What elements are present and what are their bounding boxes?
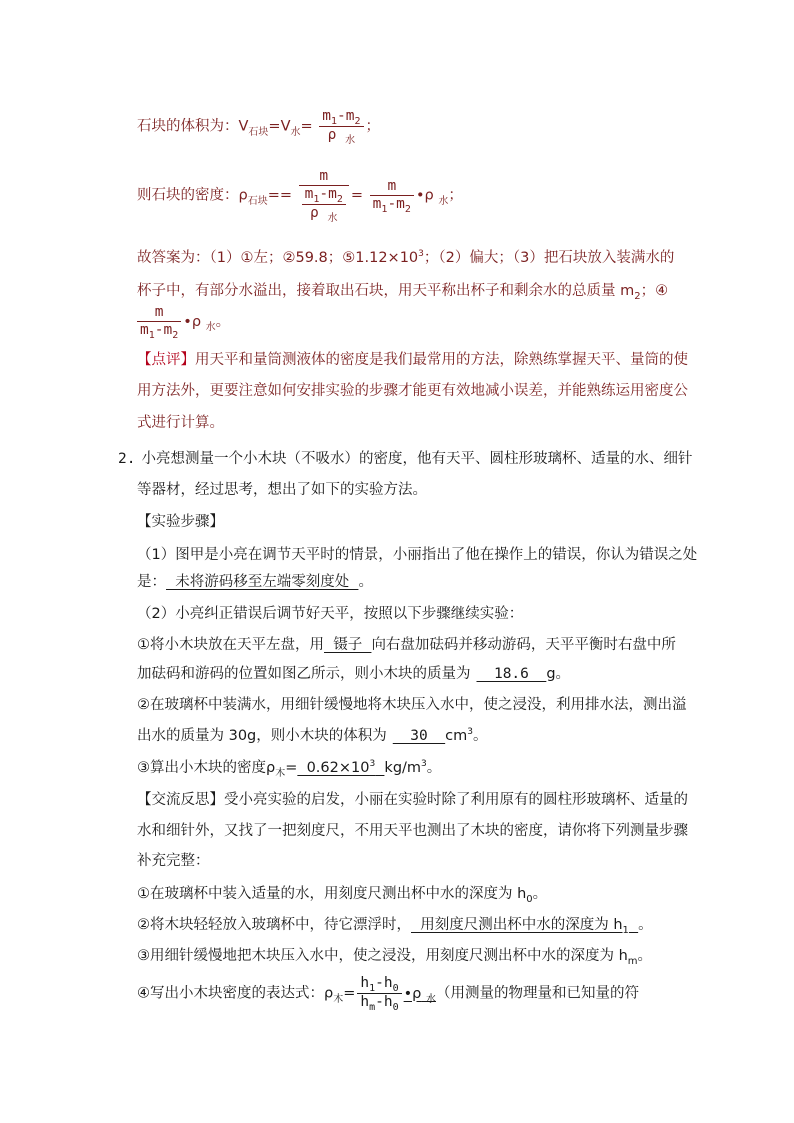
stone-density-formula: 则石块的密度：$\rho_{石块}==$ $\frac{m}{\frac{m_1-m_2}{\rho _水}}$ = $\frac{m}{m_1-m_2}$ •ρ $_水$； — [137, 168, 463, 224]
stone-volume-formula: 石块的体积为：$V_{石块}=V_水=$ $\frac{m_1-m_2}{\rho _水}$ ； — [137, 108, 381, 146]
step-2-2-line-2: 出水的质量为 30g，则小木块的体积为 30 $cm^3$。 — [137, 727, 488, 744]
step-2-intro: （2）小亮纠正错误后调节好天平，按照以下步骤继续实验： — [137, 606, 524, 622]
comment-line-1: 【点评】用天平和量筒测液体的密度是我们最常用的方法，除熟练掌握天平、量筒的使 — [137, 352, 688, 368]
reflection-step-2: ②将木块轻轻放入玻璃杯中，待它漂浮时， 用刻度尺测出杯中水的深度为 $h_1$ 。 — [137, 917, 653, 936]
step-1-line-2: 是： 未将游码移至左端零刻度处 。 — [137, 574, 373, 590]
answer-blank: $\frac{h_1-h_0}{h_m-h_0}$ •ρ $_水$ — [355, 986, 436, 1002]
volume-fraction: $\frac{m_1-m_2}{\rho _水}$ — [319, 108, 363, 145]
question-2-intro-1: 2. 小亮想测量一个小木块（不吸水）的密度，他有天平、圆柱形玻璃杯、适量的水、细针 — [118, 451, 693, 467]
question-2-intro-2: 等器材，经过思考，想出了如下的实验方法。 — [137, 482, 427, 498]
answer-blank: 30 — [392, 728, 446, 744]
comment-line-3: 式进行计算。 — [137, 415, 224, 431]
answer-line-3: $\frac{m}{m_1-m_2}$ •ρ $_水$。 — [137, 304, 230, 340]
density-compound-fraction: $\frac{m}{\frac{m_1-m_2}{\rho _水}}$ — [299, 168, 349, 223]
step-2-1-line-1: ①将小木块放在天平左盘，用 镊子 向右盘加砝码并移动游码，天平平衡时右盘中所 — [137, 637, 676, 653]
reflection-step-1: ①在玻璃杯中装入适量的水，用刻度尺测出杯中水的深度为 $h_0$。 — [137, 886, 548, 905]
reflection-step-3: ③用细针缓慢地把木块压入水中，使之浸没，用刻度尺测出杯中水的深度为 $h_m$。 — [137, 948, 653, 967]
step-2-2-line-1: ②在玻璃杯中装满水，用细针缓慢地将木块压入水中，使之浸没，利用排水法，测出溢 — [137, 697, 687, 713]
comment-line-2: 用方法外，更要注意如何安排实验的步骤才能更有效地减小误差，并能熟练运用密度公 — [137, 383, 688, 399]
reflection-line-3: 补充完整： — [137, 853, 210, 869]
question-number: 2. — [118, 451, 136, 467]
answer-line-2: 杯子中，有部分水溢出，接着取出石块，用天平称出杯子和剩余水的总质量 $m_2$；④ — [137, 283, 669, 302]
answer-blank: 未将游码移至左端零刻度处 — [166, 574, 359, 590]
step-1-line-1: （1）图甲是小亮在调节天平时的情景，小丽指出了他在操作上的错误，你认为错误之处 — [137, 547, 698, 563]
answer-fraction: $\frac{m}{m_1-m_2}$ — [137, 304, 181, 340]
answer-blank: 18.6 — [476, 666, 547, 682]
steps-title: 【实验步骤】 — [137, 514, 224, 530]
answer-line-1: 故答案为：（1）①左；②59.8；$⑤1.12\times 10^3$；（2）偏大；（3）把石块放入装满水的 — [137, 249, 675, 266]
reflection-step-4: ④写出小木块密度的表达式：$\rho_木=$ $\frac{h_1-h_0}{h_m-h_0}$ •ρ $_水$（用测量的物理量和已知量的符 — [137, 975, 639, 1013]
answer-blank: 用刻度尺测出杯中水的深度为 $h_1$ — [411, 917, 629, 936]
wood-density-fraction: $\frac{h_1-h_0}{h_m-h_0}$ — [357, 975, 401, 1012]
reflection-tag: 【交流反思】 — [137, 792, 224, 808]
step-2-3: ③算出小木块的密度$\rho_木= 0.62\times 10^3$ $kg/m^3$。 — [137, 759, 442, 779]
step-2-1-line-2: 加砝码和游码的位置如图乙所示，则小木块的质量为 18.6 g。 — [137, 666, 571, 682]
reflection-line-2: 水和细针外，又找了一把刻度尺，不用天平也测出了木块的密度，请你将下列测量步骤 — [137, 823, 688, 839]
answer-blank: 镊子 — [324, 637, 372, 653]
density-simple-fraction: $\frac{m}{m_1-m_2}$ — [370, 178, 414, 214]
answer-blank: $0.62\times 10^3$ — [297, 759, 376, 776]
reflection-line-1: 【交流反思】受小亮实验的启发，小丽在实验时除了利用原有的圆柱形玻璃杯、适量的 — [137, 792, 688, 808]
comment-tag: 【点评】 — [137, 352, 195, 368]
